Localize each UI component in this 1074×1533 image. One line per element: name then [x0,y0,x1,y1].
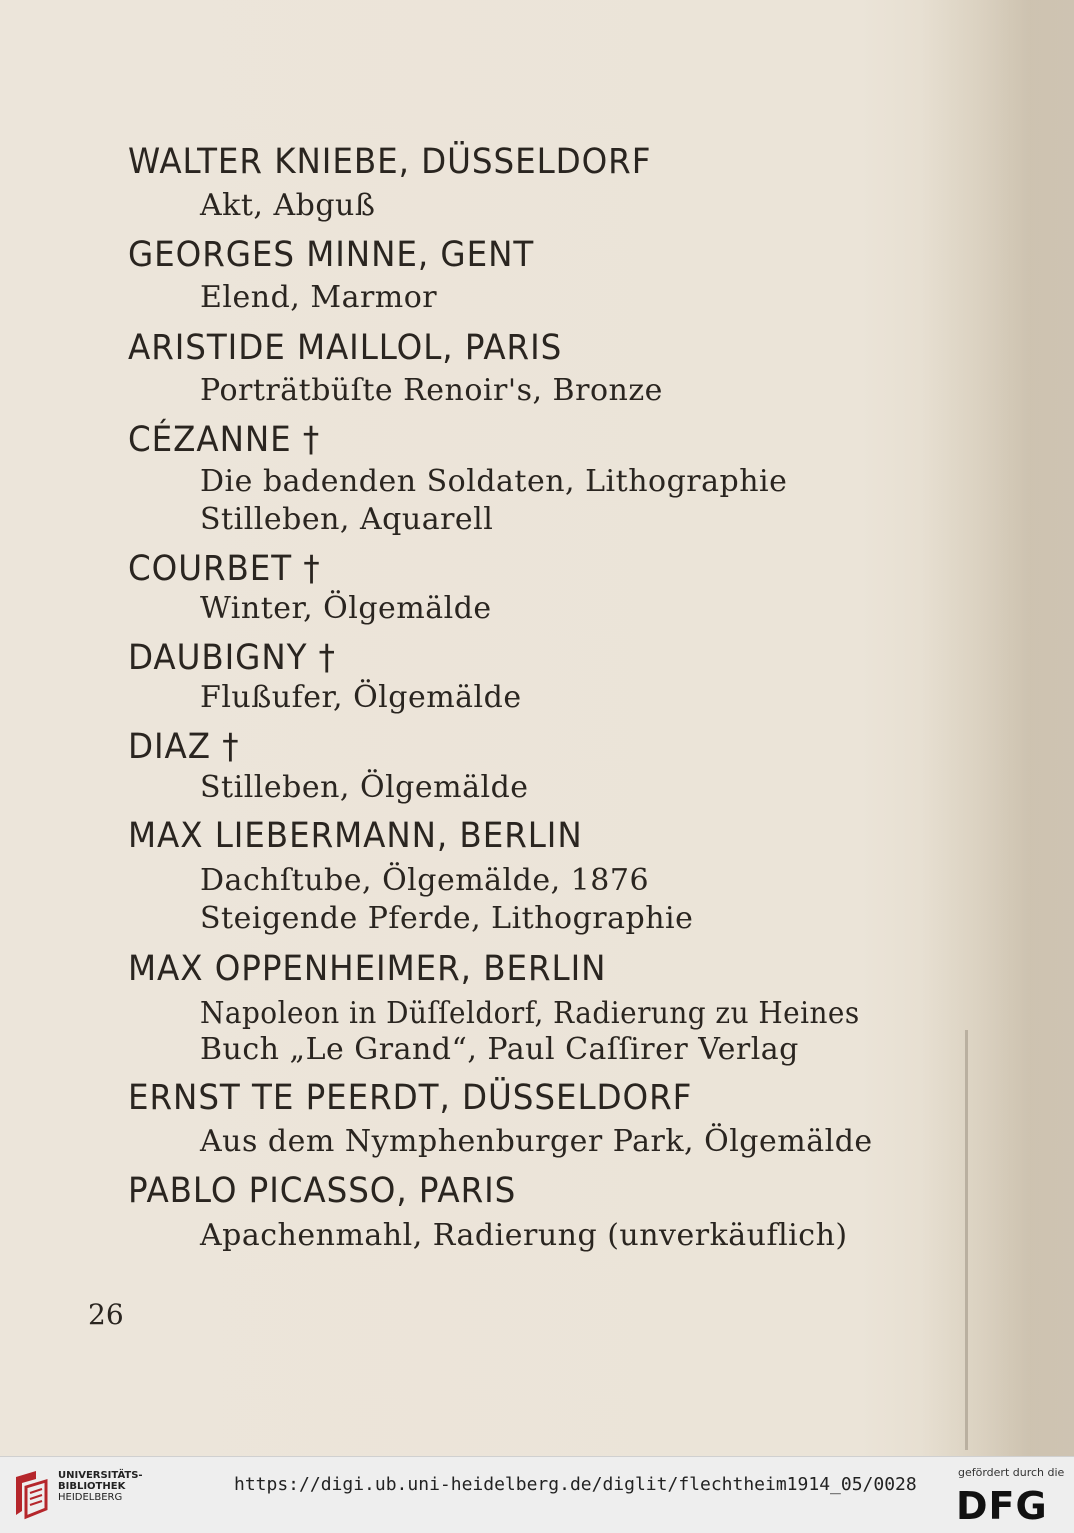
work-line: Stilleben, Ölgemälde [200,770,529,805]
work-line: Akt, Abguß [200,188,376,223]
artist-heading: COURBET † [128,549,321,589]
library-name-line: BIBLIOTHEK [58,1481,126,1492]
university-library-logo-icon[interactable] [12,1467,50,1523]
page-edge-shadow [922,0,1074,1456]
page-fold-line [965,1030,968,1450]
funding-note: gefördert durch die [958,1466,1065,1479]
artist-heading: PABLO PICASSO, PARIS [128,1171,517,1211]
dfg-logo[interactable]: DFG [956,1484,1048,1528]
artist-heading: MAX OPPENHEIMER, BERLIN [128,949,607,989]
work-line: Elend, Marmor [200,280,438,315]
artist-heading: MAX LIEBERMANN, BERLIN [128,816,583,856]
artist-heading: WALTER KNIEBE, DÜSSELDORF [128,142,652,182]
work-line: Buch „Le Grand“, Paul Caſſirer Verlag [200,1032,799,1067]
page-number: 26 [88,1298,124,1331]
permalink-url[interactable]: https://digi.ub.uni-heidelberg.de/diglit/flechtheim1914_05/0028 [234,1474,917,1495]
artist-heading: DIAZ † [128,727,240,767]
work-line: Steigende Pferde, Lithographie [200,901,694,936]
work-line: Porträtbüſte Renoir's, Bronze [200,373,663,408]
library-name[interactable] [58,1470,143,1503]
library-name-line: UNIVERSITÄTS- [58,1470,143,1481]
work-line: Aus dem Nymphenburger Park, Ölgemälde [200,1124,873,1159]
artist-heading: DAUBIGNY † [128,638,336,678]
artist-heading: CÉZANNE † [128,420,321,460]
work-line: Napoleon in Düſſeldorf, Radierung zu Heines [200,996,860,1031]
artist-heading: ERNST TE PEERDT, DÜSSELDORF [128,1078,693,1118]
work-line: Flußufer, Ölgemälde [200,680,522,715]
work-line: Winter, Ölgemälde [200,591,492,626]
artist-heading: ARISTIDE MAILLOL, PARIS [128,328,563,368]
work-line: Die badenden Soldaten, Lithographie [200,464,788,499]
work-line: Stilleben, Aquarell [200,502,494,537]
library-name-line: HEIDELBERG [58,1492,123,1503]
work-line: Apachenmahl, Radierung (unverkäuflich) [200,1218,848,1253]
work-line: Dachſtube, Ölgemälde, 1876 [200,863,650,898]
artist-heading: GEORGES MINNE, GENT [128,235,535,275]
viewer-footer [0,1456,1074,1533]
